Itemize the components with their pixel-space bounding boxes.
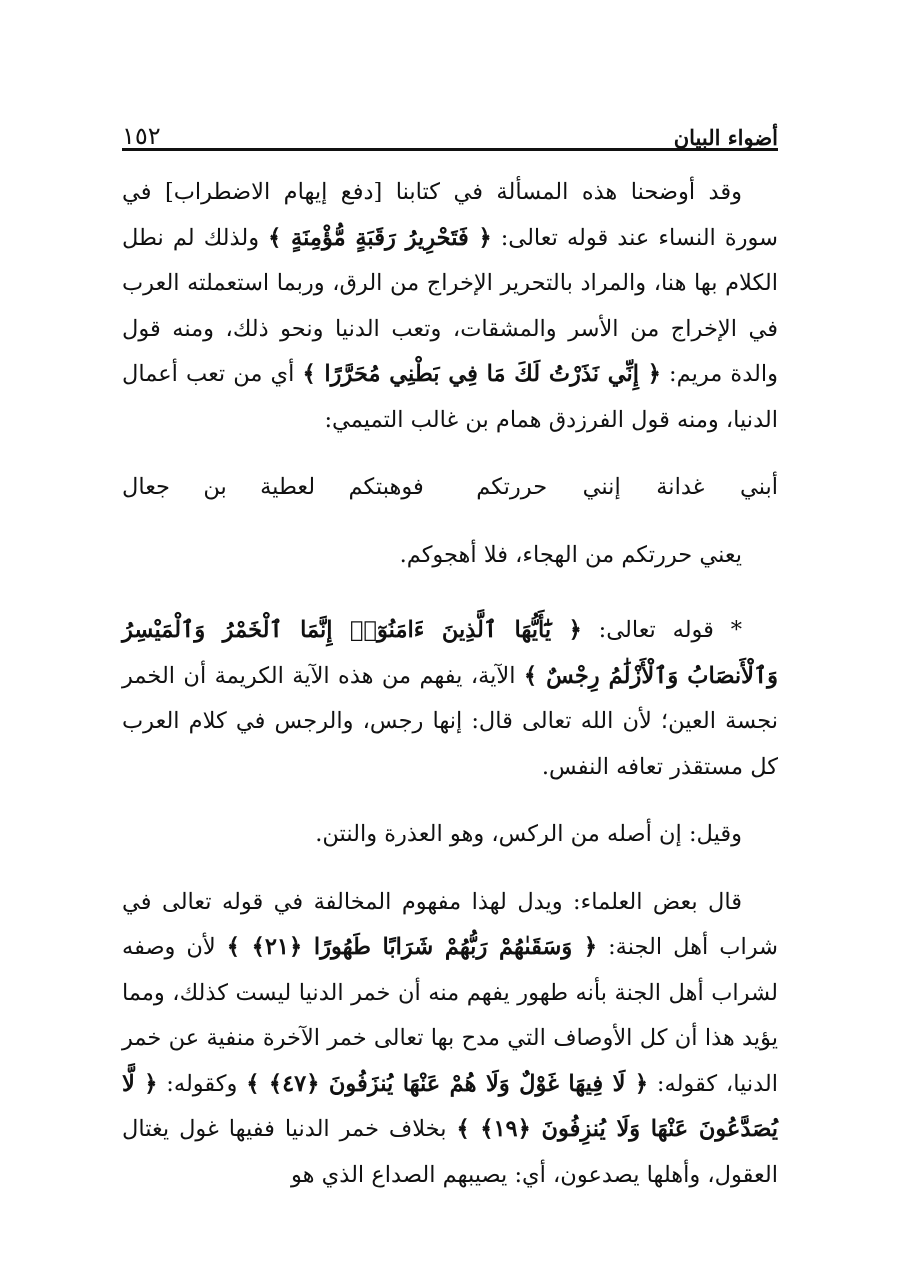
poem-verse bbox=[122, 465, 778, 511]
text-run: قال بعض العلماء: ويدل لهذا مفهوم المخالفة في قوله تعالى في شراب أهل الجنة: bbox=[122, 888, 778, 960]
text-run: لأن وصفه لشراب أهل الجنة بأنه طهور يفهم منه أن خمر الدنيا ليست كذلك، ومما يؤيد هذا أن كل الأوصاف التي مدح بها تعالى خمر الآخرة منفية عن خمر الدنيا، كقوله: bbox=[122, 934, 779, 1097]
spacer bbox=[122, 578, 778, 608]
paragraph-1 bbox=[122, 170, 778, 443]
quran-verse: ﴿ لَا فِيهَا غَوْلٌ وَلَا هُمْ عَنْهَا يُنزَفُونَ ﴿٤٧﴾ ﴾ bbox=[246, 1070, 649, 1097]
text-run: بخلاف خمر الدنيا ففيها غول يغتال العقول، وأهلها يصدعون، أي: يصيبهم الصداع الذي هو bbox=[122, 1116, 778, 1188]
poem-first-hemistich: أبني غدانة إنني حررتكم bbox=[476, 474, 778, 500]
spacer bbox=[122, 858, 778, 880]
paragraph-4: وقيل: إن أصله من الركس، وهو العذرة والنتن. bbox=[315, 821, 742, 847]
text-run: * قوله تعالى: bbox=[581, 617, 742, 643]
quran-verse: ﴿ فَتَحْرِيرُ رَقَبَةٍ مُّؤْمِنَةٍ ﴾ bbox=[268, 224, 492, 251]
paragraph-2: يعني حررتكم من الهجاء، فلا أهجوكم. bbox=[399, 541, 742, 568]
text-run: الآية، يفهم من هذه الآية الكريمة أن الخمر نجسة العين؛ لأن الله تعالى قال: إنها رجس، والرجس في كلام العرب كل مستقذر تعافه النفس. bbox=[122, 662, 778, 780]
poem-second-hemistich: فوهبتكم لعطية بن جعال bbox=[122, 474, 424, 500]
spacer bbox=[122, 511, 778, 533]
text-run: أي من تعب أعمال الدنيا، ومنه قول الفرزدق همام بن غالب التميمي: bbox=[122, 361, 778, 433]
quran-verse: ﴿ إِنِّي نَذَرْتُ لَكَ مَا فِي بَطْنِي مُحَرَّرًا ﴾ bbox=[302, 361, 661, 387]
quran-verse: ﴿ يَٰٓأَيُّهَا ٱلَّذِينَ ءَامَنُوٓا۟ إِنَّمَا ٱلْخَمْرُ وَٱلْمَيْسِرُ وَٱلْأَنصَابُ وَٱلْأَزْلَٰمُ رِجْسٌ ﴾ bbox=[122, 617, 778, 689]
page-number: ١٥٢ bbox=[122, 122, 161, 150]
spacer bbox=[122, 790, 778, 812]
page-body bbox=[122, 170, 778, 1198]
header-rule bbox=[122, 148, 778, 151]
book-title: أضواء البيان bbox=[673, 125, 778, 150]
paragraph-3 bbox=[122, 608, 778, 790]
page-header bbox=[122, 100, 778, 150]
text-run: وكقوله: bbox=[157, 1070, 238, 1097]
text-run: ولذلك لم نطل الكلام بها هنا، والمراد بالتحرير الإخراج من الرق، وربما استعملته العرب في الإخراج من الأسر والمشقات، وتعب الدنيا ونحو ذلك، ومنه قول والدة مريم: bbox=[122, 224, 778, 387]
quran-verse: ﴿ لَّا يُصَدَّعُونَ عَنْهَا وَلَا يُنزِفُونَ ﴿١٩﴾ ﴾ bbox=[122, 1070, 779, 1142]
paragraph-5 bbox=[122, 880, 778, 1199]
text-run: وقد أوضحنا هذه المسألة في كتابنا [دفع إيهام الاضطراب] في سورة النساء عند قوله تعالى: bbox=[122, 179, 778, 251]
quran-verse: ﴿ وَسَقَىٰهُمْ رَبُّهُمْ شَرَابًا طَهُورًا ﴿٢١﴾ ﴾ bbox=[226, 934, 598, 960]
spacer bbox=[122, 443, 778, 465]
